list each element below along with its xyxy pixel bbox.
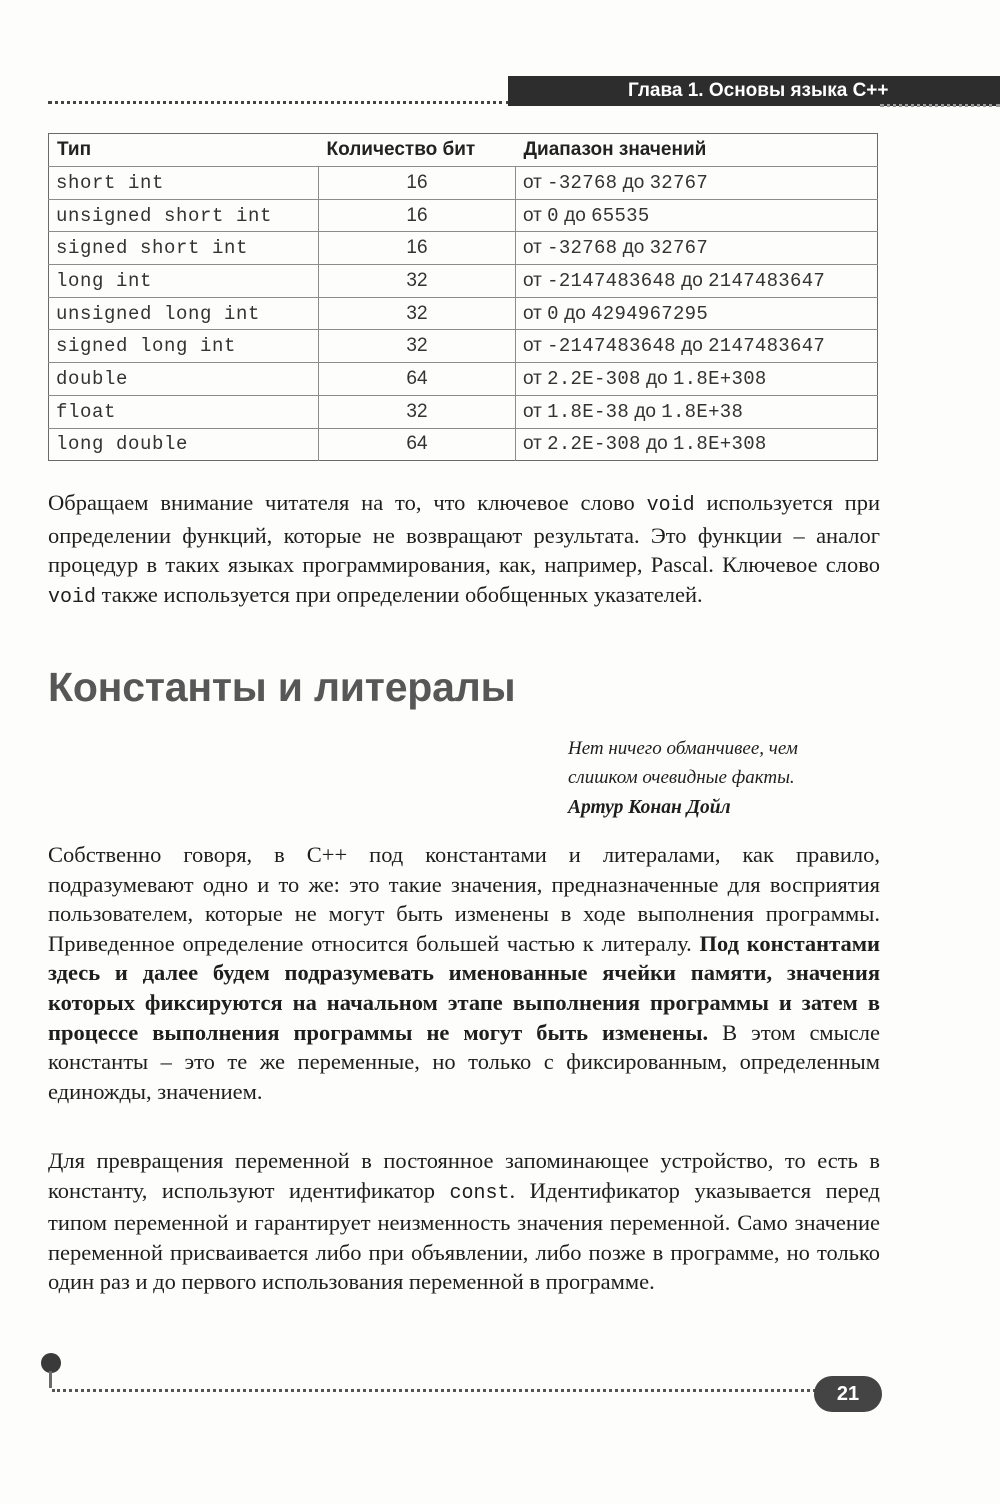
range-from-value: 0 [547,302,559,325]
table-row [49,395,878,428]
range-to-word: до [646,433,668,455]
table-row [49,199,878,232]
range-from-word: от [523,335,542,357]
table-header-row [49,134,878,167]
epigraph [568,734,888,792]
para3-text-1: Для превращения переменной в постоянное запоминающее устройство, то есть в константу, используют идентификатор [48,1148,880,1203]
para1-text-2: используется при определении функций, которые не возвращают результата. Это функции – аналог процедур в таких языках программирования, как, например, Pascal. Ключевое слово [48,490,880,578]
chapter-header-bar [508,76,1000,106]
range-from-word: от [523,433,542,455]
cell-bits: 16 [319,167,516,200]
range-to-word: до [622,237,645,259]
cell-type: signed long int [49,330,319,363]
cell-type: long int [49,265,319,298]
table-body [49,167,878,461]
page-number: 21 [836,1383,860,1405]
para2-text-1: Собственно говоря, в С++ под константами и литералами, как правило, подразумевают одно и то же: это такие значения, предназначенные для восприятия пользователем, которые не могут быть изменены в ходе выполнения программы. Приведенное определение относится большей частью к литералу. [48,842,880,956]
range-from-value: 0 [547,204,559,227]
cell-type: long double [49,428,319,461]
range-from-value: -2147483648 [547,269,676,292]
range-from-word: от [523,171,542,193]
table-row [49,428,878,461]
table-row [49,363,878,396]
header-dotted-rule [48,101,510,104]
cell-type: short int [49,167,319,200]
code-void-2: void [48,585,97,609]
para2-bold-definition: Под константами здесь и далее будем подразумевать именованные ячейки памяти, значения которых фиксируются на начальном этапе выполнения программы и затем в процессе выполнения программы не могут быть изменены. [48,930,881,1045]
code-const: const [449,1181,510,1205]
range-from-word: от [523,400,542,422]
range-to-word: до [646,367,668,389]
page-number-badge [814,1376,882,1412]
column-header-range: Диапазон значений [523,139,707,160]
range-from-word: от [523,269,542,291]
column-header-bits: Количество бит [326,139,476,160]
cell-type: float [49,395,319,428]
epigraph-author: Артур Конан Дойл [568,797,731,818]
paragraph-constants [48,840,880,1106]
cell-bits: 16 [319,199,516,232]
para1-text-1: Обращаем внимание читателя на то, что ключевое слово [48,490,647,515]
para2-text-2: В этом смысле константы – это те же переменные, но только с фиксированным, определенным единожды, значением. [48,1019,880,1104]
para3-text-2: . Идентификатор указывается перед типом переменной и гарантирует неизменность значения переменной. Само значение переменной присваивается либо при объявлении, либо позже в программе, но только один раз и до первого использования переменной в программе. [48,1177,880,1295]
cell-type: double [49,363,319,396]
range-to-value: 32767 [649,171,709,194]
cell-range [516,167,878,200]
code-void-1: void [646,494,695,517]
column-header-type: Тип [57,139,92,160]
cell-range [516,395,878,428]
cell-range [516,265,878,298]
cell-range [516,199,878,232]
range-to-value: 32767 [649,237,709,260]
range-from-value: 1.8E-38 [547,400,630,423]
data-types-table [48,133,878,461]
range-to-value: 1.8E+308 [672,367,767,390]
range-to-word: до [564,204,586,226]
cell-type: unsigned long int [49,297,319,330]
cell-bits: 32 [319,297,516,330]
footer-bullet [41,1353,61,1373]
range-from-value: -2147483648 [547,335,676,358]
range-to-word: до [622,171,645,193]
cell-bits: 64 [319,363,516,396]
range-to-value: 2147483647 [708,335,826,358]
range-to-word: до [564,302,586,324]
range-from-word: от [523,237,542,259]
epigraph-line-1: Нет ничего обманчивее, чем [568,738,798,759]
cell-range [516,297,878,330]
cell-range [516,428,878,461]
paragraph-const [48,1146,880,1297]
cell-type: unsigned short int [49,199,319,232]
range-from-value: 2.2E-308 [547,433,641,456]
range-to-value: 65535 [591,204,650,227]
epigraph-line-2: слишком очевидные факты. [568,767,795,788]
cell-bits: 32 [319,330,516,363]
table-row [49,297,878,330]
range-to-value: 2147483647 [708,269,826,292]
range-from-value: -32768 [547,171,618,194]
footer-bullet-stem [49,1371,52,1388]
cell-bits: 16 [319,232,516,265]
cell-range [516,232,878,265]
table-row [49,167,878,200]
cell-range [516,330,878,363]
cell-bits: 32 [319,265,516,298]
range-from-word: от [523,367,542,389]
range-to-value: 4294967295 [591,302,709,325]
header-tail-rule [880,104,1000,107]
table-row [49,265,878,298]
range-to-word: до [681,335,703,357]
cell-bits: 32 [319,395,516,428]
range-to-word: до [634,400,656,422]
section-title: Константы и литералы [48,664,516,710]
range-to-value: 1.8E+308 [672,433,767,456]
para1-text-3: также используется при определении обобщенных указателей. [96,581,703,607]
range-from-value: -32768 [547,237,618,260]
table-row [49,232,878,265]
range-to-value: 1.8E+38 [661,400,744,423]
cell-range [516,363,878,396]
range-from-word: от [523,204,542,226]
range-from-word: от [523,302,542,324]
paragraph-void [48,488,880,612]
range-from-value: 2.2E-308 [547,367,641,390]
footer-dotted-rule [52,1389,822,1392]
range-to-word: до [681,269,703,291]
cell-type: signed short int [49,232,319,265]
chapter-title: Глава 1. Основы языка С++ [628,80,889,101]
table-row [49,330,878,363]
cell-bits: 64 [319,428,516,461]
